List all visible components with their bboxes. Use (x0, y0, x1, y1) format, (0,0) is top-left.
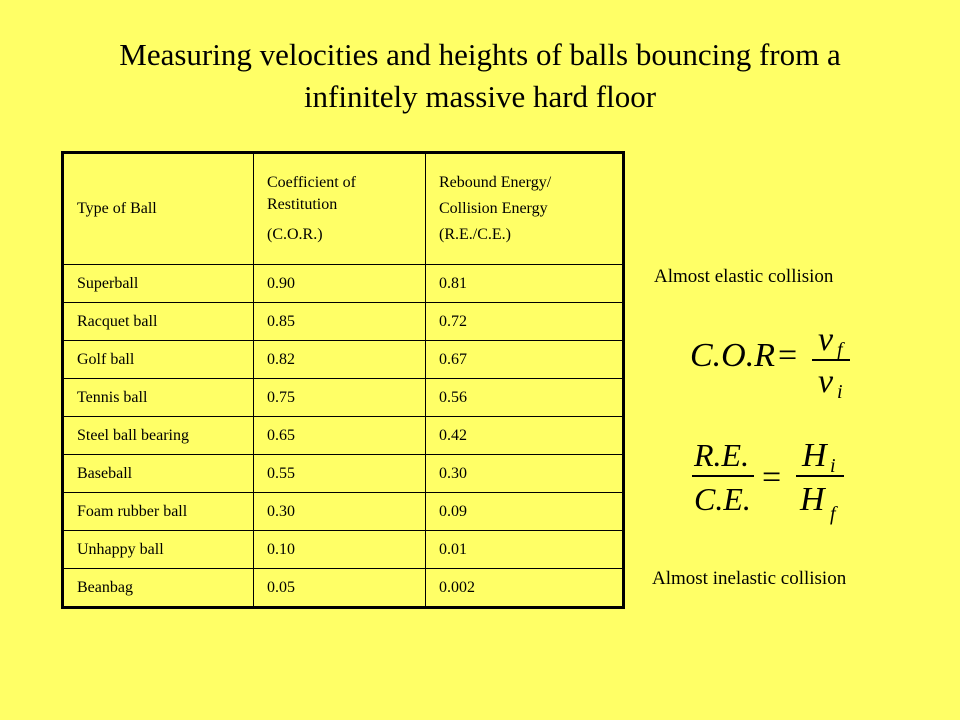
cell-ball-type: Racquet ball (63, 303, 254, 341)
table-row (63, 303, 624, 341)
energy-formula-rhs-numerator: H (802, 437, 827, 474)
cor-formula-denominator-sub: i (837, 381, 843, 403)
cell-ball-type: Foam rubber ball (63, 493, 254, 531)
header-energy-line2: Collision Energy (439, 200, 548, 217)
cell-ball-type: Tennis ball (63, 379, 254, 417)
cell-energy-ratio: 0.01 (426, 531, 624, 569)
page-title (0, 34, 960, 118)
cell-energy-ratio: 0.67 (426, 341, 624, 379)
table-row (63, 341, 624, 379)
elastic-note: Almost elastic collision (654, 266, 834, 287)
header-cor-line2: Restitution (267, 196, 338, 213)
table-row (63, 379, 624, 417)
cell-cor: 0.85 (254, 303, 426, 341)
table-row (63, 455, 624, 493)
header-type-label: Type of Ball (77, 200, 157, 217)
cell-ball-type: Unhappy ball (63, 531, 254, 569)
energy-formula-lhs-numerator: R.E. (694, 437, 750, 473)
cell-ball-type: Golf ball (63, 341, 254, 379)
cell-energy-ratio: 0.002 (426, 569, 624, 608)
cor-formula-numerator-sub: f (837, 339, 843, 361)
cell-cor: 0.55 (254, 455, 426, 493)
cell-cor: 0.90 (254, 265, 426, 303)
ball-restitution-table (61, 151, 625, 609)
energy-formula-equals: = (762, 459, 782, 496)
header-energy-line1: Rebound Energy/ (439, 174, 552, 191)
cell-cor: 0.30 (254, 493, 426, 531)
cell-cor: 0.65 (254, 417, 426, 455)
table-header-row (63, 153, 624, 265)
cell-ball-type: Superball (63, 265, 254, 303)
table-row (63, 531, 624, 569)
title-line-2: infinitely massive hard floor (303, 79, 657, 114)
header-energy (426, 153, 624, 265)
table-row (63, 417, 624, 455)
table-row (63, 569, 624, 608)
energy-formula-rhs-denominator: H (800, 481, 825, 518)
cor-formula-equals: = (778, 337, 798, 374)
cell-energy-ratio: 0.42 (426, 417, 624, 455)
energy-formula-rhs-denominator-sub: f (830, 503, 836, 525)
cell-ball-type: Beanbag (63, 569, 254, 608)
cell-cor: 0.82 (254, 341, 426, 379)
cell-energy-ratio: 0.81 (426, 265, 624, 303)
cor-formula (688, 312, 858, 404)
header-cor (254, 153, 426, 265)
header-energy-line3: (R.E./C.E.) (439, 226, 511, 243)
cell-energy-ratio: 0.09 (426, 493, 624, 531)
cell-energy-ratio: 0.56 (426, 379, 624, 417)
cell-ball-type: Steel ball bearing (63, 417, 254, 455)
cell-ball-type: Baseball (63, 455, 254, 493)
inelastic-note: Almost inelastic collision (652, 568, 847, 589)
cell-energy-ratio: 0.72 (426, 303, 624, 341)
header-type (63, 153, 254, 265)
header-cor-line3: (C.O.R.) (267, 226, 323, 243)
title-line-1: Measuring velocities and heights of balls bouncing from a (119, 37, 841, 72)
cell-energy-ratio: 0.30 (426, 455, 624, 493)
cell-cor: 0.05 (254, 569, 426, 608)
energy-formula-lhs-denominator: C.E. (694, 481, 751, 517)
table-row (63, 265, 624, 303)
energy-formula-rhs-numerator-sub: i (830, 455, 836, 477)
energy-formula (690, 430, 860, 526)
cor-formula-lhs: C.O.R (690, 337, 775, 374)
cell-cor: 0.10 (254, 531, 426, 569)
table-row (63, 493, 624, 531)
cor-formula-denominator: v (818, 363, 834, 400)
header-cor-line1: Coefficient of (267, 174, 357, 191)
cell-cor: 0.75 (254, 379, 426, 417)
cor-formula-numerator: v (818, 321, 834, 358)
